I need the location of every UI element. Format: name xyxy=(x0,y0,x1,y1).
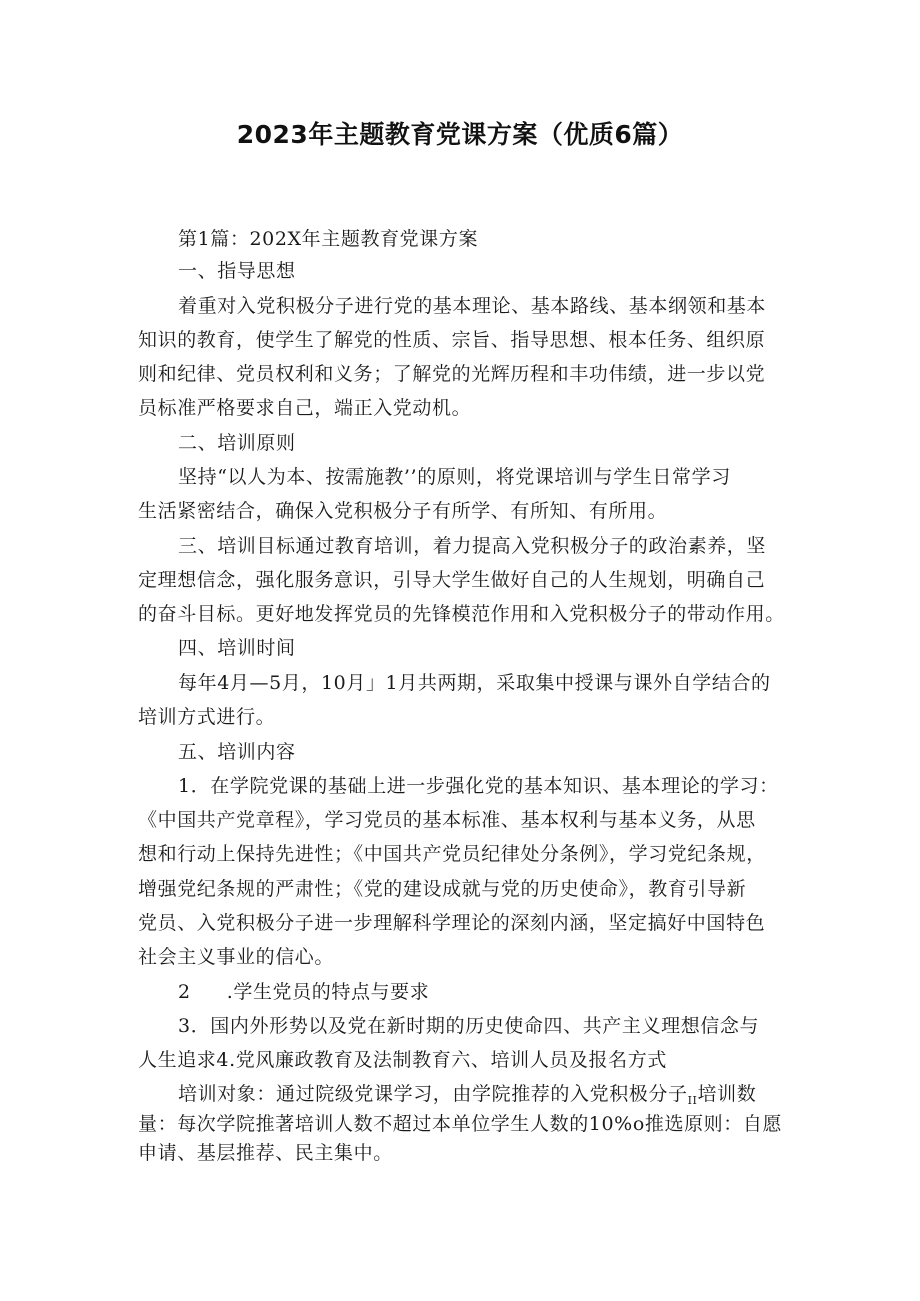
paragraph-line: 定理想信念，强化服务意识，引导大学生做好自己的人生规划，明确自己 xyxy=(138,569,766,591)
paragraph-line: 人生追求4.党风廉政教育及法制教育六、培训人员及报名方式 xyxy=(138,1049,667,1071)
subscript-mark: II xyxy=(687,1094,698,1107)
section-heading-training-goal: 三、培训目标通过教育培训，着力提高入党积极分子的政治素养，坚 xyxy=(178,535,767,557)
text-segment: 培训对象：通过院级党课学习，由学院推荐的入党积极分子 xyxy=(178,1083,688,1105)
list-item-text: .学生党员的特点与要求 xyxy=(226,981,430,1003)
chapter-heading: 第1篇：202X年主题教育党课方案 xyxy=(178,228,479,250)
paragraph-line: 量：每次学院推著培训人数不超过本单位学生人数的10%o推选原则：自愿 xyxy=(138,1113,783,1135)
text-segment: 培训数 xyxy=(697,1083,757,1105)
section-heading-training-time: 四、培训时间 xyxy=(178,637,296,659)
paragraph-line: 申请、基层推荐、民主集中。 xyxy=(138,1142,393,1164)
list-item-1: 1．在学院党课的基础上进一步强化党的基本知识、基本理论的学习： xyxy=(178,775,779,797)
paragraph-line: 生活紧密结合，确保入党积极分子有所学、有所知、有所用。 xyxy=(138,500,668,522)
paragraph-line: 则和纪律、党员权利和义务；了解党的光辉历程和丰功伟绩，进一步以党 xyxy=(138,363,766,385)
paragraph-line: 着重对入党积极分子进行党的基本理论、基本路线、基本纲领和基本 xyxy=(178,295,767,317)
paragraph-line: 的奋斗目标。更好地发挥党员的先锋模范作用和入党积极分子的带动作用。 xyxy=(138,603,785,625)
list-item-2 xyxy=(178,979,429,1005)
list-item-3: 3．国内外形势以及党在新时期的历史使命四、共产主义理想信念与 xyxy=(178,1015,760,1037)
paragraph-line: 社会主义事业的信心。 xyxy=(138,946,335,968)
paragraph-line: 党员、入党积极分子进一步理解科学理论的深刻内涵，坚定搞好中国特色 xyxy=(138,912,766,934)
paragraph-line: 想和行动上保持先进性；《中国共产党员纪律处分条例》，学习党纪条规， xyxy=(138,843,766,865)
document-title: 2023年主题教育党课方案（优质6篇） xyxy=(236,120,684,149)
paragraph-line-training-target xyxy=(178,1081,756,1114)
paragraph-line: 每年4月—5月，10月」1月共两期，采取集中授课与课外自学结合的 xyxy=(178,672,771,694)
section-heading-training-content: 五、培训内容 xyxy=(178,741,296,763)
list-item-number: 2 xyxy=(178,981,191,1003)
paragraph-line: 《中国共产党章程》，学习党员的基本标准、基本权利与基本义务，从思 xyxy=(138,809,756,831)
paragraph-line: 培训方式进行。 xyxy=(138,706,276,728)
paragraph-line: 坚持“以人为本、按需施教’’的原则，将党课培训与学生日常学习 xyxy=(178,466,731,488)
paragraph-line: 知识的教育，使学生了解党的性质、宗旨、指导思想、根本任务、组织原 xyxy=(138,329,766,351)
paragraph-line: 员标准严格要求自己，端正入党动机。 xyxy=(138,397,472,419)
section-heading-training-principle: 二、培训原则 xyxy=(178,432,296,454)
section-heading-guiding-ideology: 一、指导思想 xyxy=(178,260,296,282)
paragraph-line: 增强党纪条规的严肃性；《党的建设成就与党的历史使命》，教育引导新 xyxy=(138,878,747,900)
